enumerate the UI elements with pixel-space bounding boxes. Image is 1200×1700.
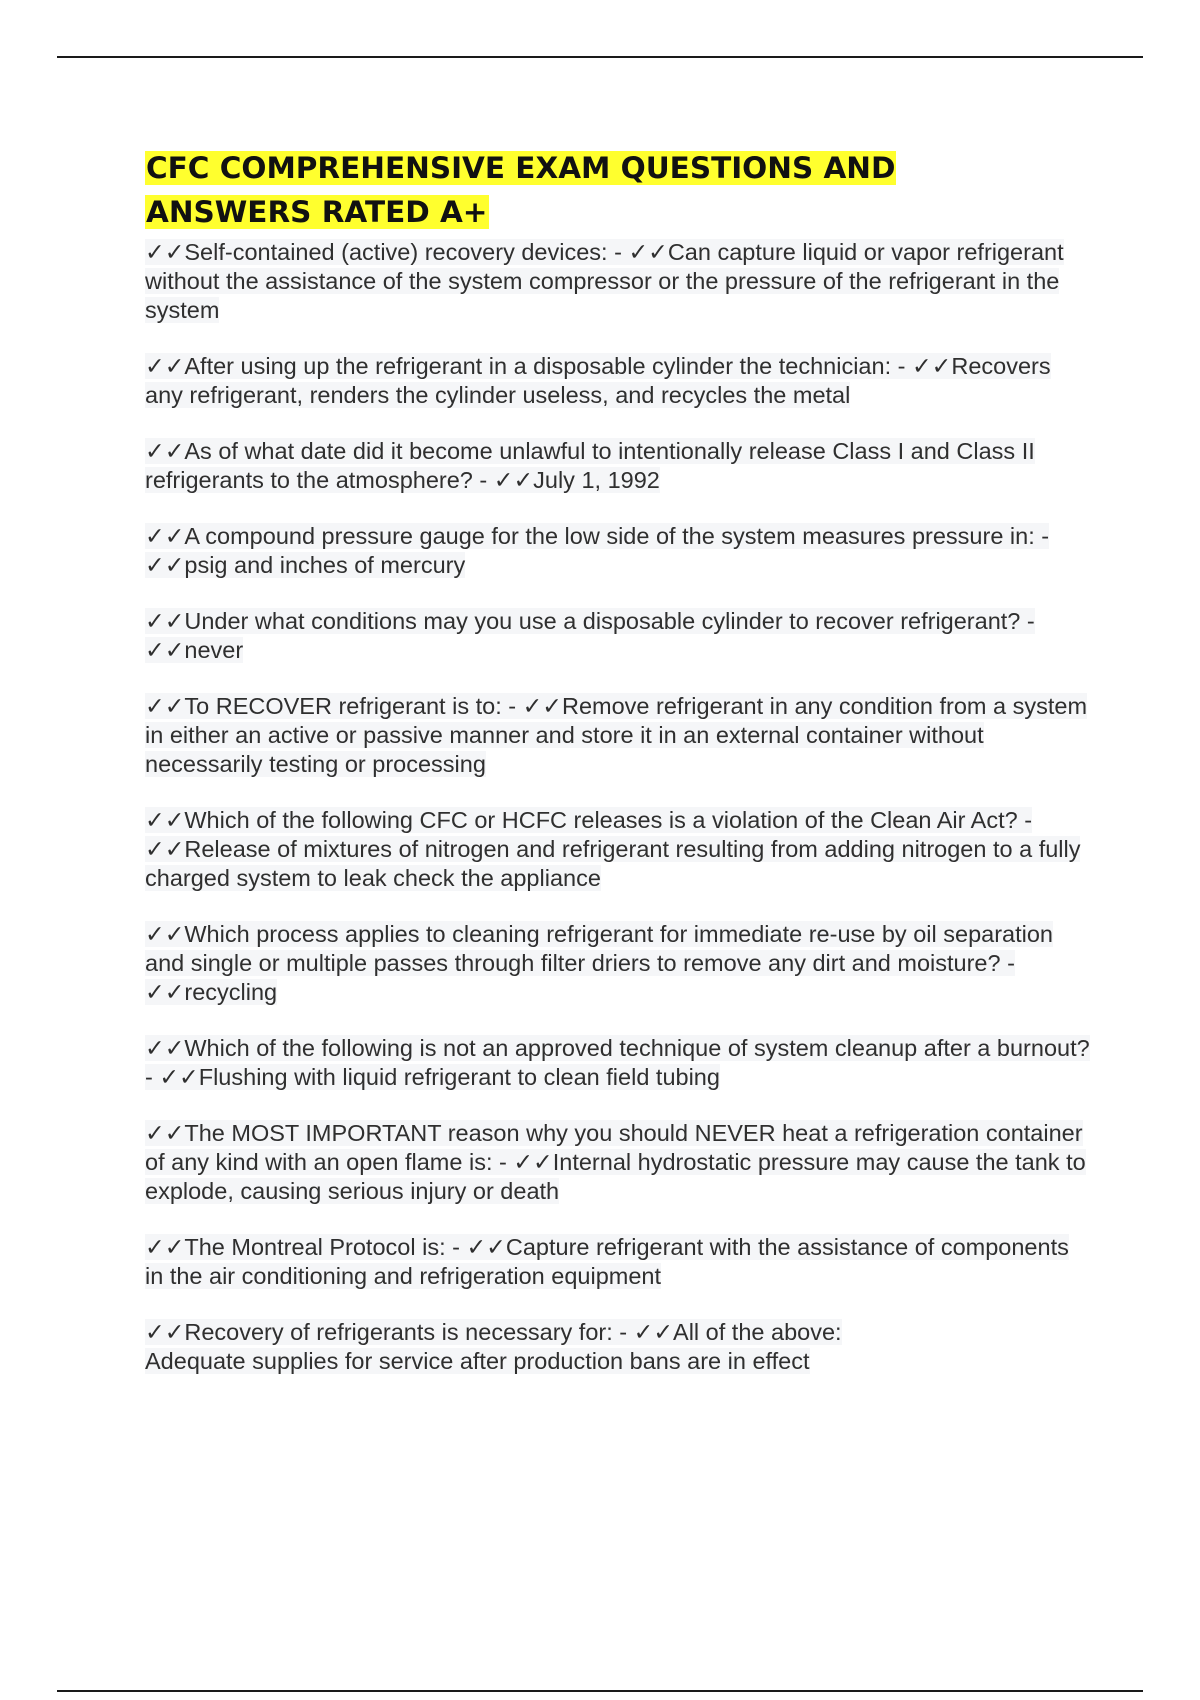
qa-text: ✓✓To RECOVER refrigerant is to: - ✓✓Remove refrigerant in any condition from a system in either an active or passive manner and store it in an external container without necessarily testing or processing	[145, 693, 1088, 777]
qa-item	[145, 238, 1090, 325]
qa-text: ✓✓Self-contained (active) recovery devices: - ✓✓Can capture liquid or vapor refrigerant without the assistance of the system compressor or the pressure of the refrigerant in the system	[145, 239, 1064, 323]
qa-text: ✓✓Which of the following is not an approved technique of system cleanup after a burnout? - ✓✓Flushing with liquid refrigerant to clean field tubing	[145, 1035, 1090, 1090]
top-rule	[57, 56, 1143, 58]
qa-list	[145, 238, 1090, 1376]
qa-item	[145, 522, 1090, 580]
title-line-1: CFC COMPREHENSIVE EXAM QUESTIONS AND	[146, 151, 896, 185]
qa-item	[145, 1034, 1090, 1092]
qa-item	[145, 1318, 1090, 1376]
qa-item	[145, 1119, 1090, 1206]
qa-item	[145, 437, 1090, 495]
qa-item	[145, 352, 1090, 410]
bottom-rule	[57, 1690, 1143, 1692]
qa-text: ✓✓Which of the following CFC or HCFC releases is a violation of the Clean Air Act? - ✓✓Release of mixtures of nitrogen and refrigerant resulting from adding nitrogen to a fully charged system to leak check the appliance	[145, 807, 1081, 891]
qa-text: ✓✓Which process applies to cleaning refrigerant for immediate re-use by oil separation and single or multiple passes through filter driers to remove any dirt and moisture? - ✓✓recycling	[145, 921, 1053, 1005]
document-title	[145, 146, 1090, 234]
qa-text: ✓✓The MOST IMPORTANT reason why you should NEVER heat a refrigeration container of any kind with an open flame is: - ✓✓Internal hydrostatic pressure may cause the tank to explode, causing serious injury or death	[145, 1120, 1086, 1204]
page-content	[145, 146, 1090, 1403]
qa-text: ✓✓As of what date did it become unlawful to intentionally release Class I and Class II refrigerants to the atmosphere? - ✓✓July 1, 1992	[145, 438, 1035, 493]
qa-text: ✓✓After using up the refrigerant in a disposable cylinder the technician: - ✓✓Recovers any refrigerant, renders the cylinder useless, and recycles the metal	[145, 353, 1051, 408]
qa-text: ✓✓The Montreal Protocol is: - ✓✓Capture refrigerant with the assistance of components in the air conditioning and refrigeration equipment	[145, 1234, 1069, 1289]
qa-text: ✓✓Recovery of refrigerants is necessary for: - ✓✓All of the above:	[145, 1319, 842, 1345]
qa-item	[145, 607, 1090, 665]
qa-text: ✓✓A compound pressure gauge for the low side of the system measures pressure in: - ✓✓psig and inches of mercury	[145, 523, 1050, 578]
qa-item	[145, 806, 1090, 893]
qa-item	[145, 1233, 1090, 1291]
qa-item	[145, 920, 1090, 1007]
title-line-2: ANSWERS RATED A+	[146, 195, 488, 229]
qa-answer-extra: Adequate supplies for service after production bans are in effect	[145, 1348, 810, 1374]
qa-item	[145, 692, 1090, 779]
qa-text: ✓✓Under what conditions may you use a disposable cylinder to recover refrigerant? - ✓✓never	[145, 608, 1035, 663]
